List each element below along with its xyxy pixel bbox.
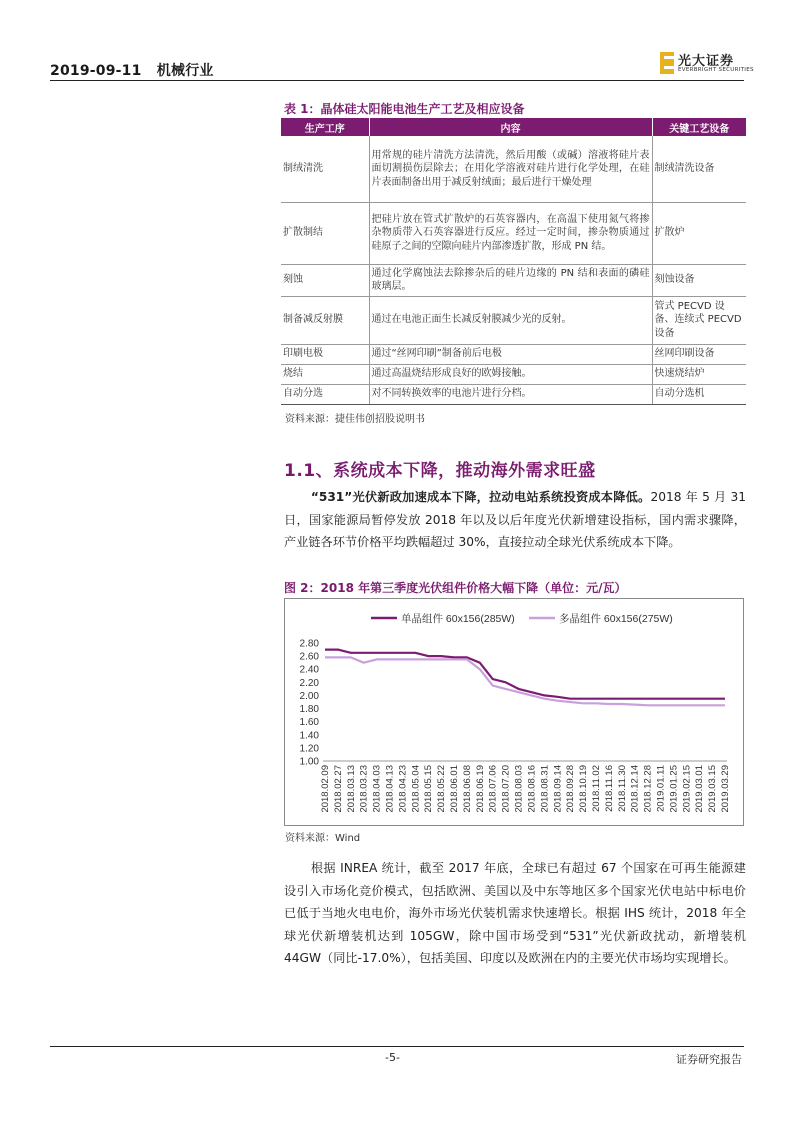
table-title: 表 1：晶体硅太阳能电池生产工艺及相应设备 [284, 102, 525, 116]
cell-content: 通过“丝网印刷”制备前后电极 [369, 344, 652, 364]
cell-content: 通过在电池正面生长减反射膜减少光的反射。 [369, 296, 652, 344]
x-tick-label: 2018.12.28 [642, 765, 654, 813]
x-tick-label: 2018.04.13 [384, 765, 396, 813]
paragraph-lead-bold: “531”光伏新政加速成本下降，拉动电站系统投资成本降低。 [310, 490, 651, 504]
x-tick-label: 2018.02.09 [320, 765, 331, 813]
x-tick-label: 2018.09.14 [552, 765, 564, 813]
paragraph-global-demand: 根据 INREA 统计，截至 2017 年底，全球已有超过 67 个国家在可再生能源建设引入市场化竞价模式，包括欧洲、美国以及中东等地区多个国家光伏电站中标电价已低于当地火电电价，海外市场光伏装机需求快速增长。根据 IHS 统计，2018 年全球光伏新增装机达到 105GW，除中国市场受到“531”光伏新政扰动，新增装机 44GW（同比-17.0%），包括美国、印度以及欧洲在内的主要光伏市场均实现增长。 [284, 861, 746, 965]
series-line-mono [325, 650, 725, 699]
x-tick-label: 2018.11.16 [603, 765, 615, 812]
header-divider [50, 80, 744, 81]
header-content: 内容 [369, 118, 652, 136]
x-tick-label: 2018.08.31 [539, 765, 551, 813]
cell-process: 烧结 [281, 364, 369, 384]
table-row [281, 202, 746, 264]
x-tick-label: 2018.07.06 [487, 765, 499, 813]
figure-source: 资料来源：Wind [285, 833, 361, 844]
cell-equipment: 制绒清洗设备 [652, 136, 746, 202]
x-tick-label: 2019.01.11 [655, 765, 667, 812]
logo-text-cn: 光大证券 [678, 54, 735, 69]
x-tick-label: 2018.05.15 [423, 765, 435, 813]
legend-label-mono: 单晶组件 60x156(285W) [401, 613, 515, 625]
price-chart [284, 598, 744, 826]
cell-equipment: 丝网印刷设备 [652, 344, 746, 364]
x-tick-label: 2018.03.23 [358, 765, 370, 813]
figure-title: 图 2：2018 年第三季度光伏组件价格大幅下降（单位：元/瓦） [284, 581, 627, 595]
x-tick-label: 2018.02.27 [332, 765, 344, 813]
y-tick-label: 1.60 [299, 717, 319, 729]
company-logo [660, 50, 754, 78]
cell-process: 制备减反射膜 [281, 296, 369, 344]
cell-content: 用常规的硅片清洗方法清洗，然后用酸（或碱）溶液将硅片表面切割损伤层除去；在用化学溶液对硅片进行化学处理，在硅片表面制备出用于减反射绒面；最后进行干燥处理 [369, 136, 652, 202]
section-title: 1.1、系统成本下降，推动海外需求旺盛 [284, 461, 596, 481]
footer-divider [50, 1046, 744, 1047]
cell-process: 制绒清洗 [281, 136, 369, 202]
report-date-industry [50, 60, 214, 80]
cell-process: 自动分选 [281, 384, 369, 404]
x-tick-label: 2018.06.01 [449, 765, 461, 813]
table-row [281, 384, 746, 404]
report-date: 2019-09-11 [50, 63, 142, 79]
cell-content: 对不同转换效率的电池片进行分档。 [369, 384, 652, 404]
y-tick-label: 2.00 [299, 690, 319, 702]
x-tick-label: 2018.07.20 [500, 765, 512, 813]
page-number: -5- [385, 1051, 400, 1064]
header-process: 生产工序 [281, 118, 369, 136]
cell-content: 把硅片放在管式扩散炉的石英容器内，在高温下使用氮气将掺杂物质带入石英容器进行反应。经过一定时间，掺杂物质通过硅原子之间的空隙向硅片内部渗透扩散，形成 PN 结。 [369, 202, 652, 264]
x-tick-label: 2018.04.03 [371, 765, 383, 813]
x-tick-label: 2018.03.13 [345, 765, 357, 813]
price-chart-svg [285, 599, 745, 827]
table-row [281, 136, 746, 202]
table-row [281, 264, 746, 296]
y-tick-label: 1.00 [299, 756, 319, 768]
cell-content: 通过高温烧结形成良好的欧姆接触。 [369, 364, 652, 384]
legend-label-poly: 多晶组件 60x156(275W) [559, 613, 673, 625]
x-tick-label: 2018.10.19 [578, 765, 590, 813]
x-tick-label: 2018.09.28 [565, 765, 577, 813]
x-tick-label: 2018.12.14 [629, 765, 641, 813]
y-tick-label: 2.60 [299, 651, 319, 663]
x-tick-label: 2018.05.04 [410, 765, 422, 813]
x-tick-label: 2019.02.15 [681, 765, 693, 813]
cell-process: 扩散制结 [281, 202, 369, 264]
x-tick-label: 2018.06.19 [474, 765, 486, 813]
table-row [281, 344, 746, 364]
table-header-row [281, 118, 746, 136]
y-tick-label: 1.80 [299, 704, 319, 716]
x-tick-label: 2019.01.25 [668, 765, 680, 813]
x-tick-label: 2019.03.29 [720, 765, 731, 813]
cell-equipment: 扩散炉 [652, 202, 746, 264]
report-type-label: 证券研究报告 [676, 1053, 742, 1066]
y-tick-label: 1.40 [299, 730, 319, 742]
cell-equipment: 快速烧结炉 [652, 364, 746, 384]
cell-process: 刻蚀 [281, 264, 369, 296]
table-row [281, 364, 746, 384]
cell-equipment: 刻蚀设备 [652, 264, 746, 296]
cell-equipment: 管式 PECVD 设备、连续式 PECVD 设备 [652, 296, 746, 344]
industry-name: 机械行业 [156, 63, 214, 79]
x-tick-label: 2018.06.08 [461, 765, 473, 813]
y-tick-label: 2.80 [299, 638, 319, 650]
cell-process: 印刷电极 [281, 344, 369, 364]
logo-text-en: EVERBRIGHT SECURITIES [678, 67, 754, 73]
cell-content: 通过化学腐蚀法去除掺杂后的硅片边缘的 PN 结和表面的磷硅玻璃层。 [369, 264, 652, 296]
x-tick-label: 2018.08.16 [526, 765, 538, 813]
x-tick-label: 2018.08.03 [513, 765, 525, 813]
x-tick-label: 2019.03.01 [694, 765, 706, 813]
x-tick-label: 2018.05.22 [436, 765, 448, 813]
table-row [281, 296, 746, 344]
process-table [281, 118, 746, 405]
header-equipment: 关键工艺设备 [652, 118, 746, 136]
logo-mark-icon [660, 52, 674, 74]
paragraph-body: 2018 年 5 月 31 日，国家能源局暂停发放 2018 年以及以后年度光伏新增建设指标，国内需求骤降，产业链各环节价格平均跌幅超过 30%，直接拉动全球光伏系统成本下降。 [284, 490, 746, 549]
x-tick-label: 2018.11.02 [590, 765, 602, 812]
x-tick-label: 2019.03.15 [707, 765, 719, 813]
y-tick-label: 1.20 [299, 743, 319, 755]
x-tick-label: 2018.04.23 [397, 765, 409, 813]
y-tick-label: 2.40 [299, 664, 319, 676]
y-tick-label: 2.20 [299, 677, 319, 689]
table-source: 资料来源：捷佳伟创招股说明书 [285, 414, 425, 425]
cell-equipment: 自动分选机 [652, 384, 746, 404]
paragraph-531-policy [284, 486, 746, 554]
x-tick-label: 2018.11.30 [616, 765, 628, 812]
